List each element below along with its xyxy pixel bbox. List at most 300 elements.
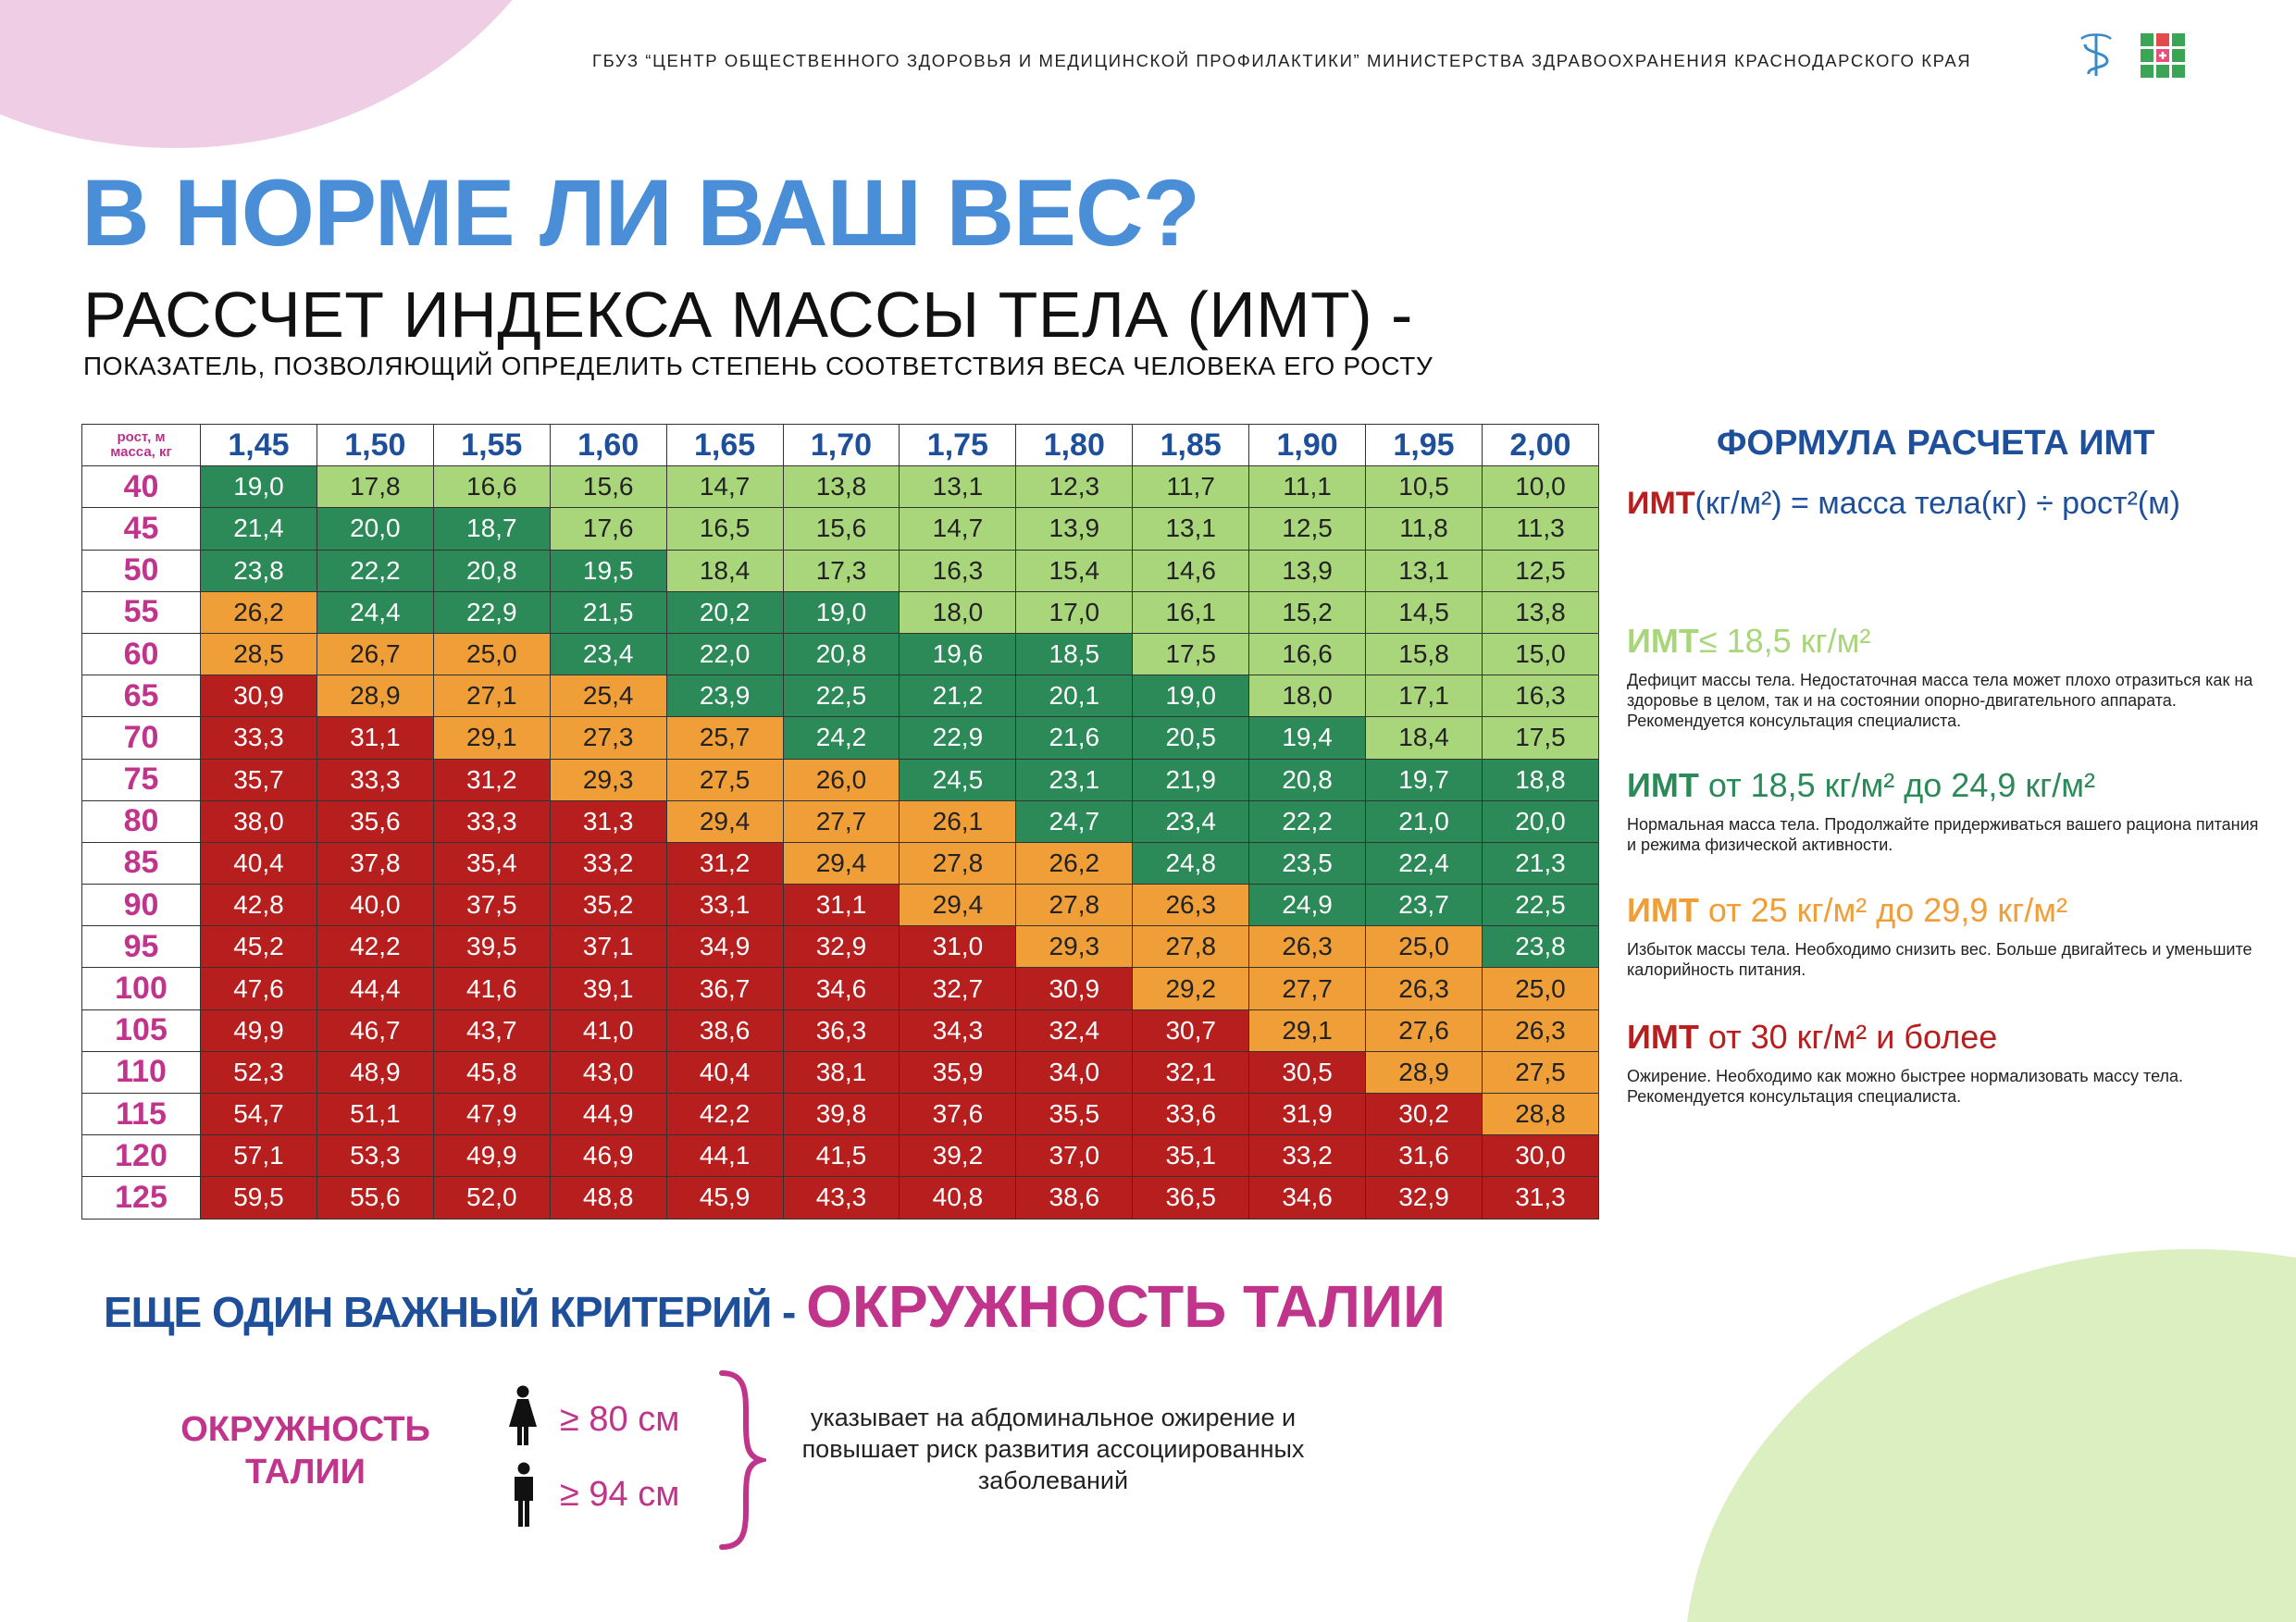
bmi-cell: 26,1 <box>900 800 1016 842</box>
bmi-cell: 26,0 <box>783 759 900 800</box>
bmi-cell: 34,6 <box>783 968 900 1009</box>
bmi-cell: 57,1 <box>201 1135 317 1177</box>
bmi-cell: 22,2 <box>316 550 433 591</box>
bmi-cell: 38,0 <box>201 800 317 842</box>
bmi-cell: 21,2 <box>900 675 1016 717</box>
legend-underweight <box>1627 622 2265 731</box>
bmi-cell: 33,3 <box>316 759 433 800</box>
bmi-cell: 27,3 <box>550 717 666 759</box>
bmi-cell: 40,4 <box>201 842 317 884</box>
bmi-cell: 38,1 <box>783 1051 900 1093</box>
logos <box>2078 31 2187 80</box>
table-row <box>82 633 1599 675</box>
bmi-cell: 13,1 <box>1366 550 1483 591</box>
bmi-cell: 33,3 <box>201 717 317 759</box>
bmi-cell: 23,4 <box>550 633 666 675</box>
bmi-cell: 29,4 <box>900 885 1016 926</box>
formula-lead: ИМТ <box>1627 486 1695 521</box>
bmi-cell: 16,6 <box>433 466 550 508</box>
bmi-cell: 13,1 <box>1133 508 1249 550</box>
table-row <box>82 1009 1599 1051</box>
bmi-cell: 52,3 <box>201 1051 317 1093</box>
bmi-cell: 22,2 <box>1249 800 1366 842</box>
height-header: 1,80 <box>1016 425 1133 466</box>
bmi-cell: 21,4 <box>201 508 317 550</box>
bmi-cell: 12,3 <box>1016 466 1133 508</box>
bmi-cell: 26,3 <box>1249 926 1366 968</box>
table-row <box>82 885 1599 926</box>
bmi-cell: 33,2 <box>550 842 666 884</box>
bmi-table <box>81 424 1599 1220</box>
bmi-cell: 20,8 <box>1249 759 1366 800</box>
legend-overweight-text: Избыток массы тела. Необходимо снизить вес. Больше двигайтесь и уменьшите калорийность питания. <box>1627 940 2253 979</box>
legend-obesity-title: ИМТ от 30 кг/м² и более <box>1627 1018 1998 1056</box>
bmi-cell: 36,3 <box>783 1009 900 1051</box>
bmi-cell: 11,3 <box>1482 508 1598 550</box>
mass-row-header: 55 <box>82 591 201 633</box>
bmi-cell: 43,0 <box>550 1051 666 1093</box>
bmi-cell: 16,6 <box>1249 633 1366 675</box>
bmi-cell: 27,8 <box>900 842 1016 884</box>
legend-normal-title: ИМТ от 18,5 кг/м² до 24,9 кг/м² <box>1627 766 2095 804</box>
bmi-cell: 30,9 <box>1016 968 1133 1009</box>
table-row <box>82 717 1599 759</box>
bmi-cell: 14,7 <box>900 508 1016 550</box>
bmi-cell: 30,7 <box>1133 1009 1249 1051</box>
bmi-cell: 16,3 <box>900 550 1016 591</box>
bmi-cell: 20,0 <box>316 508 433 550</box>
bmi-cell: 27,8 <box>1016 885 1133 926</box>
height-header: 1,75 <box>900 425 1016 466</box>
bmi-cell: 39,5 <box>433 926 550 968</box>
bmi-cell: 35,2 <box>550 885 666 926</box>
bmi-cell: 17,6 <box>550 508 666 550</box>
bmi-cell: 31,0 <box>900 926 1016 968</box>
bmi-cell: 22,0 <box>666 633 783 675</box>
bmi-cell: 31,9 <box>1249 1094 1366 1135</box>
height-header: 1,90 <box>1249 425 1366 466</box>
bmi-cell: 18,8 <box>1482 759 1598 800</box>
mass-row-header: 50 <box>82 550 201 591</box>
mass-row-header: 60 <box>82 633 201 675</box>
bmi-cell: 25,0 <box>1482 968 1598 1009</box>
bmi-cell: 22,4 <box>1366 842 1483 884</box>
bmi-cell: 13,9 <box>1249 550 1366 591</box>
waist-label: ОКРУЖНОСТЬ ТАЛИИ <box>180 1410 430 1492</box>
bmi-cell: 17,1 <box>1366 675 1483 717</box>
mass-row-header: 120 <box>82 1135 201 1177</box>
legend-overweight <box>1627 891 2265 980</box>
mass-row-header: 90 <box>82 885 201 926</box>
bmi-cell: 37,6 <box>900 1094 1016 1135</box>
bmi-cell: 45,8 <box>433 1051 550 1093</box>
formula-title: ФОРМУЛА РАСЧЕТА ИМТ <box>1717 424 2155 463</box>
bmi-cell: 44,1 <box>666 1135 783 1177</box>
bmi-cell: 11,1 <box>1249 466 1366 508</box>
bmi-cell: 21,0 <box>1366 800 1483 842</box>
bmi-cell: 31,1 <box>783 885 900 926</box>
bmi-cell: 19,4 <box>1249 717 1366 759</box>
bmi-cell: 20,8 <box>433 550 550 591</box>
table-row <box>82 1135 1599 1177</box>
bmi-cell: 21,5 <box>550 591 666 633</box>
bmi-cell: 10,0 <box>1482 466 1598 508</box>
bmi-cell: 17,8 <box>316 466 433 508</box>
corner-mass-label: масса, кг <box>110 444 172 461</box>
bmi-cell: 21,6 <box>1016 717 1133 759</box>
bmi-cell: 18,4 <box>1366 717 1483 759</box>
bmi-cell: 26,3 <box>1133 885 1249 926</box>
bmi-cell: 55,6 <box>316 1177 433 1219</box>
bmi-cell: 11,8 <box>1366 508 1483 550</box>
bmi-cell: 39,1 <box>550 968 666 1009</box>
bmi-cell: 26,7 <box>316 633 433 675</box>
bmi-cell: 35,7 <box>201 759 317 800</box>
bmi-cell: 32,4 <box>1016 1009 1133 1051</box>
bmi-cell: 26,3 <box>1482 1009 1598 1051</box>
bmi-cell: 15,6 <box>783 508 900 550</box>
table-row <box>82 842 1599 884</box>
bmi-cell: 46,9 <box>550 1135 666 1177</box>
bmi-cell: 38,6 <box>666 1009 783 1051</box>
bmi-cell: 37,0 <box>1016 1135 1133 1177</box>
bmi-cell: 29,3 <box>550 759 666 800</box>
bmi-cell: 14,6 <box>1133 550 1249 591</box>
bmi-cell: 27,5 <box>666 759 783 800</box>
mass-row-header: 115 <box>82 1094 201 1135</box>
bmi-cell: 41,5 <box>783 1135 900 1177</box>
mass-row-header: 100 <box>82 968 201 1009</box>
bmi-cell: 27,7 <box>783 800 900 842</box>
male-waist-threshold: ≥ 94 см <box>560 1475 680 1514</box>
bmi-cell: 33,1 <box>666 885 783 926</box>
bmi-cell: 18,5 <box>1016 633 1133 675</box>
bmi-cell: 43,3 <box>783 1177 900 1219</box>
bmi-cell: 29,3 <box>1016 926 1133 968</box>
bmi-cell: 36,7 <box>666 968 783 1009</box>
legend-underweight-text: Дефицит массы тела. Недостаточная масса тела может плохо отразиться как на здоровье в целом, так и на состоянии опорно-двигательного аппарата. Рекомендуется консультация специалиста. <box>1627 671 2253 730</box>
corner-height-label: рост, м <box>117 429 166 446</box>
bmi-cell: 36,5 <box>1133 1177 1249 1219</box>
bmi-cell: 40,8 <box>900 1177 1016 1219</box>
bmi-cell: 29,1 <box>1249 1009 1366 1051</box>
bmi-cell: 22,5 <box>783 675 900 717</box>
table-row <box>82 675 1599 717</box>
bmi-cell: 35,4 <box>433 842 550 884</box>
bmi-cell: 40,4 <box>666 1051 783 1093</box>
bmi-cell: 23,5 <box>1249 842 1366 884</box>
male-icon <box>507 1462 540 1527</box>
bmi-cell: 41,6 <box>433 968 550 1009</box>
legend-underweight-title: ИМТ≤ 18,5 кг/м² <box>1627 622 1871 660</box>
mass-row-header: 75 <box>82 759 201 800</box>
bmi-cell: 19,6 <box>900 633 1016 675</box>
legend-normal-text: Нормальная масса тела. Продолжайте придерживаться вашего рациона питания и режима физической активности. <box>1627 815 2259 854</box>
bmi-cell: 31,3 <box>550 800 666 842</box>
mass-row-header: 125 <box>82 1177 201 1219</box>
bmi-cell: 20,1 <box>1016 675 1133 717</box>
caduceus-logo-icon <box>2078 31 2115 80</box>
bmi-cell: 21,9 <box>1133 759 1249 800</box>
height-header: 1,95 <box>1366 425 1483 466</box>
table-corner-header <box>82 425 201 466</box>
bmi-cell: 42,2 <box>316 926 433 968</box>
bmi-cell: 23,4 <box>1133 800 1249 842</box>
bmi-cell: 25,7 <box>666 717 783 759</box>
bmi-cell: 23,8 <box>1482 926 1598 968</box>
bmi-cell: 14,5 <box>1366 591 1483 633</box>
mass-row-header: 95 <box>82 926 201 968</box>
bmi-cell: 12,5 <box>1482 550 1598 591</box>
decor-green-blob <box>1684 1249 2296 1622</box>
bmi-cell: 52,0 <box>433 1177 550 1219</box>
bmi-cell: 24,7 <box>1016 800 1133 842</box>
bmi-cell: 32,9 <box>783 926 900 968</box>
female-waist-threshold: ≥ 80 см <box>560 1400 680 1439</box>
height-header: 1,55 <box>433 425 550 466</box>
bmi-cell: 37,8 <box>316 842 433 884</box>
bmi-cell: 31,3 <box>1482 1177 1598 1219</box>
mass-row-header: 70 <box>82 717 201 759</box>
height-header: 2,00 <box>1482 425 1598 466</box>
bmi-cell: 47,6 <box>201 968 317 1009</box>
bmi-cell: 29,2 <box>1133 968 1249 1009</box>
bmi-cell: 37,5 <box>433 885 550 926</box>
bmi-cell: 10,5 <box>1366 466 1483 508</box>
bmi-cell: 34,0 <box>1016 1051 1133 1093</box>
bmi-cell: 31,1 <box>316 717 433 759</box>
table-row <box>82 466 1599 508</box>
waist-note: указывает на абдоминальное ожирение и повышает риск развития ассоциированных заболеваний <box>801 1404 1305 1494</box>
table-row <box>82 968 1599 1009</box>
height-header: 1,70 <box>783 425 900 466</box>
bmi-cell: 46,7 <box>316 1009 433 1051</box>
bmi-cell: 39,8 <box>783 1094 900 1135</box>
bmi-cell: 30,0 <box>1482 1135 1598 1177</box>
bmi-cell: 16,5 <box>666 508 783 550</box>
bmi-cell: 37,1 <box>550 926 666 968</box>
mass-row-header: 105 <box>82 1009 201 1051</box>
bmi-cell: 53,3 <box>316 1135 433 1177</box>
bmi-cell: 32,9 <box>1366 1177 1483 1219</box>
bmi-cell: 43,7 <box>433 1009 550 1051</box>
bmi-cell: 25,4 <box>550 675 666 717</box>
formula <box>1627 486 2180 522</box>
bmi-cell: 24,9 <box>1249 885 1366 926</box>
bmi-cell: 13,8 <box>783 466 900 508</box>
table-row <box>82 591 1599 633</box>
legend-overweight-title: ИМТ от 25 кг/м² до 29,9 кг/м² <box>1627 891 2067 929</box>
bmi-cell: 22,9 <box>433 591 550 633</box>
bmi-cell: 35,9 <box>900 1051 1016 1093</box>
page-title: В НОРМЕ ЛИ ВАШ ВЕС? <box>81 160 1199 266</box>
bmi-cell: 48,9 <box>316 1051 433 1093</box>
mass-row-header: 65 <box>82 675 201 717</box>
bmi-cell: 19,0 <box>783 591 900 633</box>
bmi-cell: 44,4 <box>316 968 433 1009</box>
bmi-cell: 39,2 <box>900 1135 1016 1177</box>
bmi-cell: 27,7 <box>1249 968 1366 1009</box>
bmi-cell: 20,8 <box>783 633 900 675</box>
mass-row-header: 110 <box>82 1051 201 1093</box>
bmi-cell: 21,3 <box>1482 842 1598 884</box>
bmi-cell: 33,2 <box>1249 1135 1366 1177</box>
bmi-cell: 33,3 <box>433 800 550 842</box>
table-row <box>82 926 1599 968</box>
bmi-cell: 18,4 <box>666 550 783 591</box>
bmi-cell: 31,2 <box>433 759 550 800</box>
legend-obesity <box>1627 1018 2265 1107</box>
table-row <box>82 508 1599 550</box>
mass-row-header: 40 <box>82 466 201 508</box>
bmi-cell: 27,5 <box>1482 1051 1598 1093</box>
mass-row-header: 45 <box>82 508 201 550</box>
bmi-cell: 23,1 <box>1016 759 1133 800</box>
bmi-cell: 23,8 <box>201 550 317 591</box>
table-row <box>82 1051 1599 1093</box>
bmi-cell: 19,0 <box>201 466 317 508</box>
bmi-cell: 16,1 <box>1133 591 1249 633</box>
bmi-cell: 28,5 <box>201 633 317 675</box>
bmi-cell: 27,8 <box>1133 926 1249 968</box>
page-description: ПОКАЗАТЕЛЬ, ПОЗВОЛЯЮЩИЙ ОПРЕДЕЛИТЬ СТЕПЕНЬ СООТВЕТСТВИЯ ВЕСА ЧЕЛОВЕКА ЕГО РОСТУ <box>83 352 1433 380</box>
bmi-cell: 20,2 <box>666 591 783 633</box>
bmi-cell: 35,5 <box>1016 1094 1133 1135</box>
organization-header: ГБУЗ “ЦЕНТР ОБЩЕСТВЕННОГО ЗДОРОВЬЯ И МЕДИЦИНСКОЙ ПРОФИЛАКТИКИ” МИНИСТЕРСТВА ЗДРАВООХРАНЕНИЯ КРАСНОДАРСКОГО КРАЯ <box>592 51 1972 70</box>
bmi-cell: 12,5 <box>1249 508 1366 550</box>
height-header: 1,45 <box>201 425 317 466</box>
height-header: 1,60 <box>550 425 666 466</box>
bmi-cell: 17,5 <box>1133 633 1249 675</box>
bmi-cell: 34,9 <box>666 926 783 968</box>
bmi-cell: 26,3 <box>1366 968 1483 1009</box>
brace-icon <box>711 1368 766 1553</box>
bmi-cell: 11,7 <box>1133 466 1249 508</box>
bmi-cell: 32,1 <box>1133 1051 1249 1093</box>
bmi-cell: 30,5 <box>1249 1051 1366 1093</box>
bmi-cell: 28,9 <box>1366 1051 1483 1093</box>
height-header: 1,85 <box>1133 425 1249 466</box>
bmi-cell: 44,9 <box>550 1094 666 1135</box>
bmi-cell: 15,0 <box>1482 633 1598 675</box>
bmi-cell: 17,5 <box>1482 717 1598 759</box>
bmi-cell: 29,4 <box>666 800 783 842</box>
bmi-cell: 31,2 <box>666 842 783 884</box>
bmi-cell: 33,6 <box>1133 1094 1249 1135</box>
legend-normal <box>1627 766 2265 855</box>
bmi-cell: 45,2 <box>201 926 317 968</box>
table-row <box>82 1094 1599 1135</box>
bmi-cell: 27,1 <box>433 675 550 717</box>
bmi-cell: 20,5 <box>1133 717 1249 759</box>
bmi-cell: 20,0 <box>1482 800 1598 842</box>
bmi-cell: 23,9 <box>666 675 783 717</box>
bmi-cell: 27,6 <box>1366 1009 1483 1051</box>
bmi-cell: 16,3 <box>1482 675 1598 717</box>
bmi-cell: 25,0 <box>433 633 550 675</box>
female-icon <box>504 1385 541 1446</box>
bmi-cell: 47,9 <box>433 1094 550 1135</box>
bmi-cell: 30,9 <box>201 675 317 717</box>
bmi-header-row <box>82 425 1599 466</box>
bmi-cell: 22,5 <box>1482 885 1598 926</box>
bmi-cell: 31,6 <box>1366 1135 1483 1177</box>
bmi-cell: 15,2 <box>1249 591 1366 633</box>
bmi-cell: 14,7 <box>666 466 783 508</box>
bmi-cell: 28,9 <box>316 675 433 717</box>
bmi-cell: 13,8 <box>1482 591 1598 633</box>
table-row <box>82 550 1599 591</box>
bmi-cell: 54,7 <box>201 1094 317 1135</box>
bmi-cell: 23,7 <box>1366 885 1483 926</box>
mass-row-header: 85 <box>82 842 201 884</box>
table-row <box>82 1177 1599 1219</box>
bmi-cell: 28,8 <box>1482 1094 1598 1135</box>
bmi-cell: 15,8 <box>1366 633 1483 675</box>
bmi-cell: 19,7 <box>1366 759 1483 800</box>
bmi-cell: 22,9 <box>900 717 1016 759</box>
height-header: 1,65 <box>666 425 783 466</box>
bmi-cell: 13,1 <box>900 466 1016 508</box>
bmi-cell: 13,9 <box>1016 508 1133 550</box>
bmi-cell: 59,5 <box>201 1177 317 1219</box>
bmi-cell: 26,2 <box>1016 842 1133 884</box>
bmi-cell: 41,0 <box>550 1009 666 1051</box>
bmi-cell: 30,2 <box>1366 1094 1483 1135</box>
bmi-cell: 42,8 <box>201 885 317 926</box>
bmi-cell: 29,1 <box>433 717 550 759</box>
bmi-cell: 34,6 <box>1249 1177 1366 1219</box>
bmi-cell: 18,0 <box>900 591 1016 633</box>
bmi-cell: 40,0 <box>316 885 433 926</box>
bmi-cell: 15,4 <box>1016 550 1133 591</box>
health-tiles-logo-icon <box>2139 31 2187 80</box>
table-row <box>82 759 1599 800</box>
formula-body: (кг/м²) = масса тела(кг) ÷ рост²(м) <box>1694 486 2180 521</box>
bmi-cell: 18,0 <box>1249 675 1366 717</box>
mass-row-header: 80 <box>82 800 201 842</box>
bmi-cell: 38,6 <box>1016 1177 1133 1219</box>
bmi-cell: 35,1 <box>1133 1135 1249 1177</box>
decor-pink-blob <box>0 0 592 148</box>
legend-obesity-text: Ожирение. Необходимо как можно быстрее нормализовать массу тела. Рекомендуется консультация специалиста. <box>1627 1067 2183 1106</box>
bmi-cell: 34,3 <box>900 1009 1016 1051</box>
bmi-cell: 19,0 <box>1133 675 1249 717</box>
height-header: 1,50 <box>316 425 433 466</box>
bmi-cell: 25,0 <box>1366 926 1483 968</box>
bmi-cell: 29,4 <box>783 842 900 884</box>
bmi-cell: 48,8 <box>550 1177 666 1219</box>
page-subtitle: РАССЧЕТ ИНДЕКСА МАССЫ ТЕЛА (ИМТ) - <box>83 279 1413 351</box>
bmi-cell: 49,9 <box>433 1135 550 1177</box>
bmi-cell: 32,7 <box>900 968 1016 1009</box>
bmi-cell: 24,8 <box>1133 842 1249 884</box>
bmi-cell: 51,1 <box>316 1094 433 1135</box>
bmi-cell: 19,5 <box>550 550 666 591</box>
bmi-cell: 17,0 <box>1016 591 1133 633</box>
bmi-cell: 26,2 <box>201 591 317 633</box>
table-row <box>82 800 1599 842</box>
bmi-cell: 45,9 <box>666 1177 783 1219</box>
bmi-cell: 24,5 <box>900 759 1016 800</box>
bmi-cell: 42,2 <box>666 1094 783 1135</box>
waist-section-title: ЕЩЕ ОДИН ВАЖНЫЙ КРИТЕРИЙ - ОКРУЖНОСТЬ ТАЛИИ <box>104 1273 1446 1340</box>
bmi-cell: 18,7 <box>433 508 550 550</box>
bmi-cell: 35,6 <box>316 800 433 842</box>
bmi-cell: 17,3 <box>783 550 900 591</box>
bmi-cell: 24,4 <box>316 591 433 633</box>
bmi-cell: 15,6 <box>550 466 666 508</box>
